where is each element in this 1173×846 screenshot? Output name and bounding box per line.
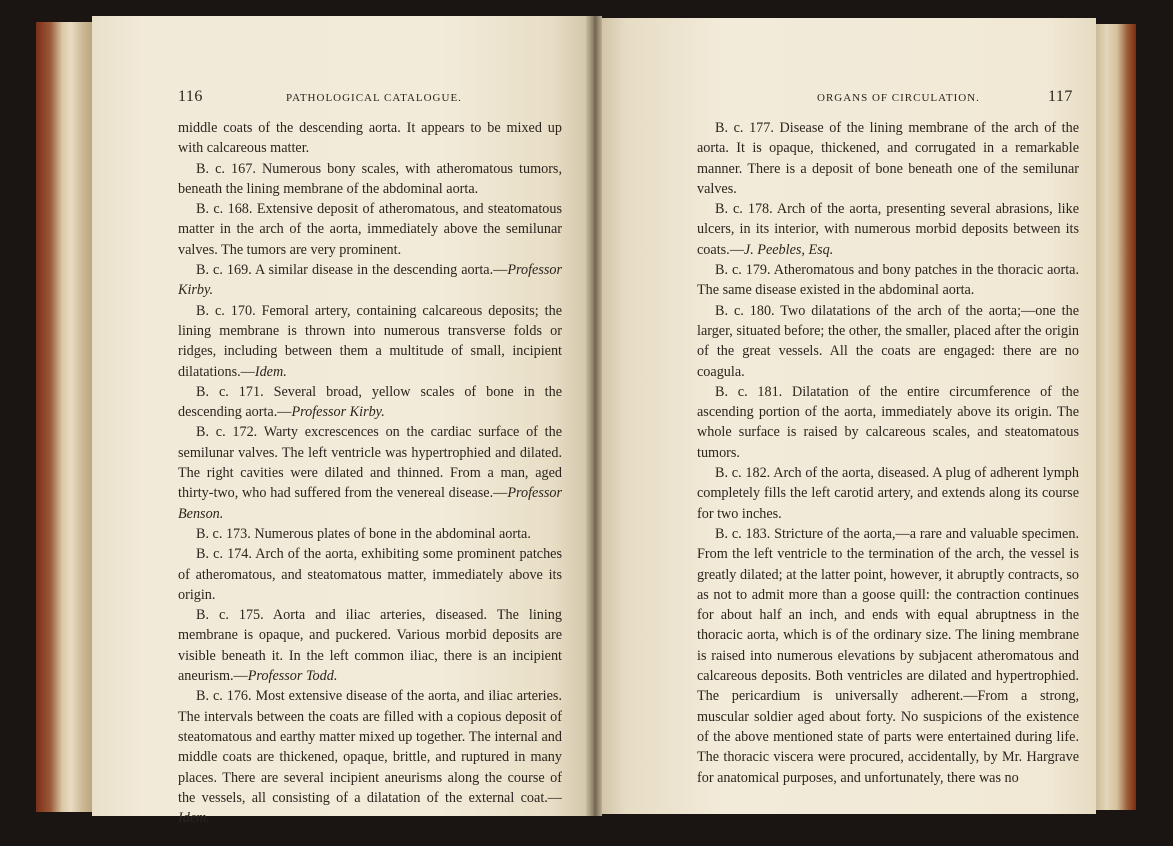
entry-attribution: Idem. bbox=[254, 363, 287, 380]
catalogue-entry bbox=[178, 199, 562, 260]
catalogue-entry bbox=[178, 118, 562, 159]
entry-text: B. c. 173. Numerous plates of bone in the abdominal aorta. bbox=[196, 525, 531, 542]
entry-text: B. c. 177. Disease of the lining membrane of the arch of the aorta. It is opaque, thickened, and corrugated in a remarkable manner. There is a deposit of bone beneath one of the semilunar valves. bbox=[697, 120, 1079, 197]
entry-text: B. c. 174. Arch of the aorta, exhibiting some prominent patches of atheromatous, and steatomatous matter, immediately above its origin. bbox=[178, 546, 562, 603]
catalogue-entry bbox=[178, 605, 562, 686]
catalogue-entry bbox=[178, 544, 562, 605]
entry-text: B. c. 175. Aorta and iliac arteries, diseased. The lining membrane is opaque, and puckered. Various morbid deposits are visible beneath it. In the left common iliac, there is an incipient aneurism.— bbox=[178, 607, 562, 685]
entry-text: B. c. 171. Several broad, yellow scales of bone in the descending aorta.— bbox=[178, 383, 562, 421]
entry-text: B. c. 180. Two dilatations of the arch of the aorta;—one the larger, situated before; the other, the smaller, placed after the origin of the great vessels. All the coats are engaged: there are no coagula. bbox=[697, 302, 1079, 380]
catalogue-entry bbox=[178, 422, 562, 523]
entry-attribution: Idem. bbox=[178, 810, 210, 827]
entry-text: B. c. 183. Stricture of the aorta,—a rare and valuable specimen. From the left ventricle to the termination of the arch, the vessel is greatly dilated; at the latter point, however, it abruptly contracts, so as not to admit more than a goose quill: the contraction continues for about half an inch, and ends with equal abruptness in the thoracic aorta, which is of the ordinary size. The lining membrane is raised into numerous elevations by subjacent atheromatous and calcareous deposits. Both ventricles are dilated and hypertrophied. The pericardium is universally adherent.—From a strong, muscular soldier aged about forty. No suspicions of the existence of the above mentioned state of parts were entertained during life. The thoracic viscera were procured, accidentally, by Mr. Hargrave for anatomical purposes, and unfortunately, there was no bbox=[697, 525, 1079, 786]
catalogue-entry bbox=[178, 260, 562, 301]
entry-text: B. c. 170. Femoral artery, containing calcareous deposits; the lining membrane is thrown into numerous transverse folds or ridges, including between them a multitude of small, incipient dilatations.— bbox=[178, 302, 562, 380]
catalogue-entry bbox=[697, 524, 1079, 788]
entry-attribution: Professor Kirby. bbox=[178, 262, 562, 299]
book-gutter bbox=[586, 16, 602, 816]
catalogue-entry bbox=[178, 159, 562, 200]
entry-text: B. c. 182. Arch of the aorta, diseased. A plug of adherent lymph completely fills the left carotid artery, and extends along its course for two inches. bbox=[697, 465, 1079, 522]
catalogue-entry bbox=[178, 686, 562, 828]
left-running-head: PATHOLOGICAL CATALOGUE. bbox=[286, 92, 462, 104]
left-page-edges bbox=[36, 22, 94, 812]
left-page-body bbox=[178, 118, 562, 828]
left-page-number: 116 bbox=[178, 88, 203, 105]
entry-text: middle coats of the descending aorta. It appears to be mixed up with calcareous matter. bbox=[178, 120, 562, 157]
catalogue-entry bbox=[697, 382, 1079, 463]
entry-text: B. c. 167. Numerous bony scales, with atheromatous tumors, beneath the lining membrane of the abdominal aorta. bbox=[178, 160, 562, 197]
catalogue-entry bbox=[697, 463, 1079, 524]
entry-attribution: Professor Kirby. bbox=[291, 404, 385, 421]
right-page-edges bbox=[1094, 24, 1136, 810]
entry-attribution: Professor Benson. bbox=[178, 485, 562, 522]
entry-text: B. c. 179. Atheromatous and bony patches in the thoracic aorta. The same disease existed in the abdominal aorta. bbox=[697, 262, 1079, 299]
catalogue-entry bbox=[697, 260, 1079, 301]
right-page-body bbox=[697, 118, 1079, 788]
entry-text: B. c. 176. Most extensive disease of the aorta, and iliac arteries. The intervals between the coats are filled with a copious deposit of steatomatous and earthy matter mixed up together. The internal and middle coats are thickened, opaque, brittle, and ruptured in many places. There are several incipient aneurisms along the course of the vessels, all consisting of a dilatation of the external coat.— bbox=[178, 688, 562, 806]
entry-text: B. c. 178. Arch of the aorta, presenting several abrasions, like ulcers, in its interior, with numerous morbid deposits between its coats.— bbox=[697, 201, 1079, 258]
entry-text: B. c. 168. Extensive deposit of atheromatous, and steatomatous matter in the arch of the aorta, immediately above the semilunar valves. The tumors are very prominent. bbox=[178, 201, 562, 258]
entry-text: B. c. 169. A similar disease in the descending aorta.— bbox=[196, 262, 508, 279]
right-page-number: 117 bbox=[1048, 88, 1073, 105]
entry-text: B. c. 181. Dilatation of the entire circumference of the ascending portion of the aorta, immediately above its origin. The whole surface is raised by calcareous scales, and steatomatous tumors. bbox=[697, 383, 1079, 461]
catalogue-entry bbox=[178, 301, 562, 382]
entry-attribution: J. Peebles, Esq. bbox=[743, 241, 834, 258]
entry-attribution: Professor Todd. bbox=[247, 668, 338, 685]
catalogue-entry bbox=[697, 199, 1079, 260]
entry-text: B. c. 172. Warty excrescences on the cardiac surface of the semilunar valves. The left ventricle was hypertrophied and dilated. The right cavities were dilated and thinned. From a man, aged thirty-two, who had suffered from the venereal disease.— bbox=[178, 424, 562, 502]
catalogue-entry bbox=[178, 382, 562, 423]
catalogue-entry bbox=[178, 524, 562, 544]
catalogue-entry bbox=[697, 301, 1079, 382]
catalogue-entry bbox=[697, 118, 1079, 199]
right-running-head: ORGANS OF CIRCULATION. bbox=[817, 92, 980, 104]
